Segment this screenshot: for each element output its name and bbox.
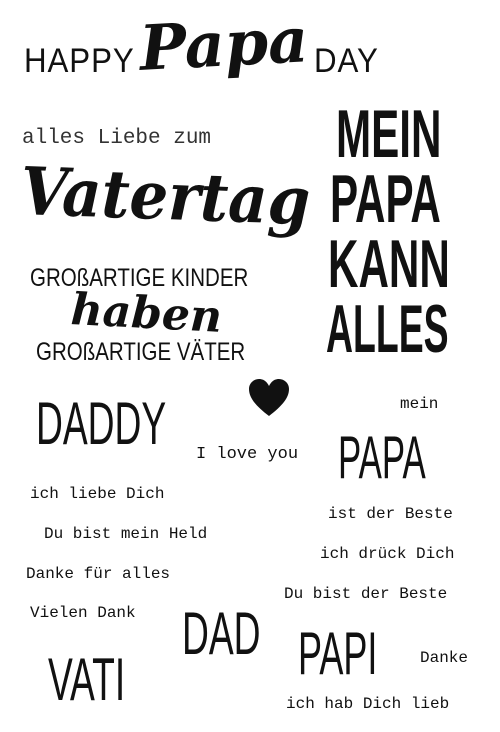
papa-line: PAPA xyxy=(330,161,441,237)
alles-liebe-text: alles Liebe zum xyxy=(22,127,212,150)
papi-text: PAPI xyxy=(298,620,378,687)
happy-text: HAPPY xyxy=(24,42,135,80)
danke-text: Danke xyxy=(420,649,469,667)
ich-drueck-dich-text: ich drück Dich xyxy=(320,545,455,563)
day-text: DAY xyxy=(314,42,379,80)
vati-text: VATI xyxy=(48,646,126,713)
du-bist-mein-held-text: Du bist mein Held xyxy=(44,525,208,543)
ich-hab-dich-lieb-text: ich hab Dich lieb xyxy=(286,695,450,713)
dad-text: DAD xyxy=(182,600,261,667)
i-love-you-text: I love you xyxy=(196,445,299,464)
du-bist-der-beste-text: Du bist der Beste xyxy=(284,585,448,603)
ich-liebe-dich-text: ich liebe Dich xyxy=(30,485,165,503)
alles-line: ALLES xyxy=(326,291,449,367)
papa-outline-text: PAPA xyxy=(338,424,426,491)
vatertag-text: Vatertag xyxy=(19,152,312,241)
mein-line: MEIN xyxy=(336,96,442,172)
heart-icon xyxy=(248,378,290,418)
vielen-dank-text: Vielen Dank xyxy=(30,604,136,622)
haben-text: haben xyxy=(69,284,224,343)
ist-der-beste-text: ist der Beste xyxy=(328,505,453,523)
mein-small-text: mein xyxy=(400,395,439,413)
kann-line: KANN xyxy=(328,226,450,302)
grossartige-vaeter-text: GROßARTIGE VÄTER xyxy=(36,338,246,366)
grossartige-kinder-text: GROßARTIGE KINDER xyxy=(30,264,249,292)
daddy-text: DADDY xyxy=(36,390,167,457)
danke-fuer-alles-text: Danke für alles xyxy=(26,565,171,583)
papa-script-text: Papa xyxy=(137,3,310,85)
